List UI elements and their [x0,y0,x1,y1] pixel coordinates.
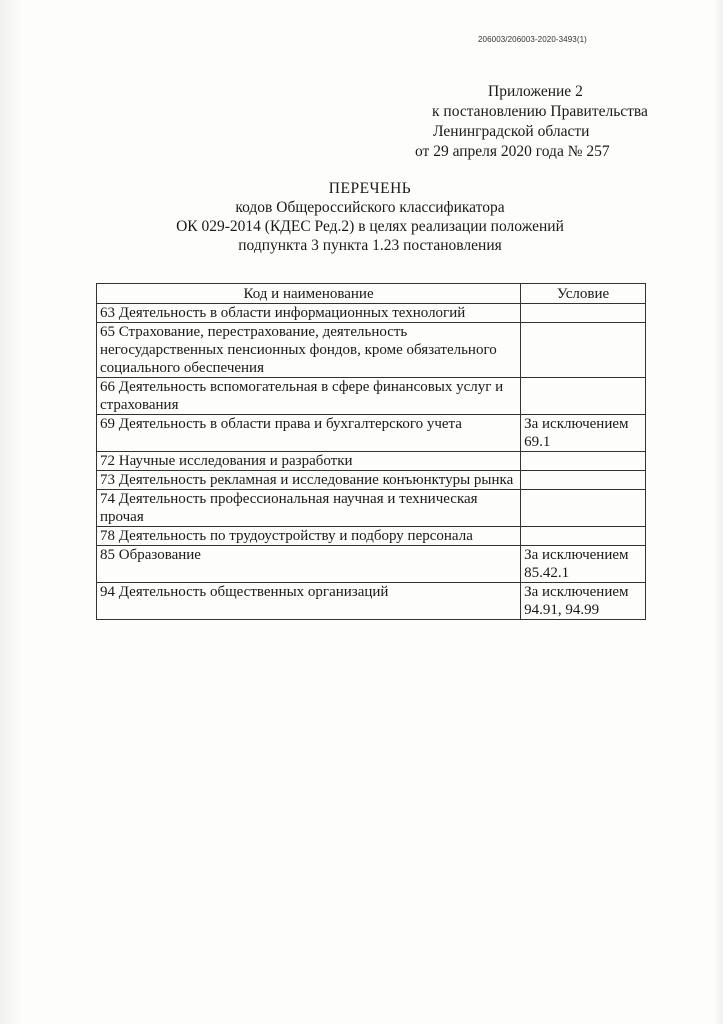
table-row [97,583,646,620]
title-line: ОК 029-2014 (КДЕС Ред.2) в целях реализации положений [176,218,564,235]
scan-edge-shadow [715,0,723,1024]
condition-cell: За исключением 85.42.1 [521,546,646,583]
table-row [97,471,646,490]
appendix-header [410,82,670,162]
condition-cell [521,378,646,415]
condition-cell [521,490,646,527]
title-line: кодов Общероссийского классификатора [235,199,505,216]
appendix-region: Ленинградской области [433,123,590,140]
code-name-cell: 69 Деятельность в области права и бухгалтерского учета [97,415,521,452]
table-row [97,304,646,323]
appendix-date: от 29 апреля 2020 года № 257 [415,143,610,160]
code-name-cell: 66 Деятельность вспомогательная в сфере финансовых услуг и страхования [97,378,521,415]
code-name-cell: 73 Деятельность рекламная и исследование конъюнктуры рынка [97,471,521,490]
table-row [97,323,646,378]
code-name-cell: 63 Деятельность в области информационных технологий [97,304,521,323]
document-title [120,179,620,255]
column-header-condition: Условие [521,284,646,304]
condition-cell: За исключением 94.91, 94.99 [521,583,646,620]
appendix-number: Приложение 2 [488,83,583,100]
table-row [97,490,646,527]
code-name-cell: 94 Деятельность общественных организаций [97,583,521,620]
column-header-name: Код и наименование [97,284,521,304]
title-line: подпункта 3 пункта 1.23 постановления [238,237,502,254]
appendix-resolution: к постановлению Правительства [432,103,648,120]
condition-cell [521,452,646,471]
table-row [97,378,646,415]
document-id: 206003/206003-2020-3493(1) [478,35,587,44]
code-name-cell: 85 Образование [97,546,521,583]
code-name-cell: 78 Деятельность по трудоустройству и подбору персонала [97,527,521,546]
title-main: ПЕРЕЧЕНЬ [328,180,412,197]
condition-cell [521,527,646,546]
condition-cell [521,304,646,323]
code-name-cell: 72 Научные исследования и разработки [97,452,521,471]
code-name-cell: 74 Деятельность профессиональная научная и техническая прочая [97,490,521,527]
condition-cell [521,323,646,378]
condition-cell [521,471,646,490]
table-row [97,415,646,452]
scan-edge-shadow [0,0,22,1024]
table-row [97,546,646,583]
code-name-cell: 65 Страхование, перестрахование, деятельность негосударственных пенсионных фондов, кроме обязательного социального обеспечения [97,323,521,378]
condition-cell: За исключением 69.1 [521,415,646,452]
codes-table [96,283,646,620]
table-row [97,452,646,471]
table-row [97,527,646,546]
table-header-row [97,284,646,304]
